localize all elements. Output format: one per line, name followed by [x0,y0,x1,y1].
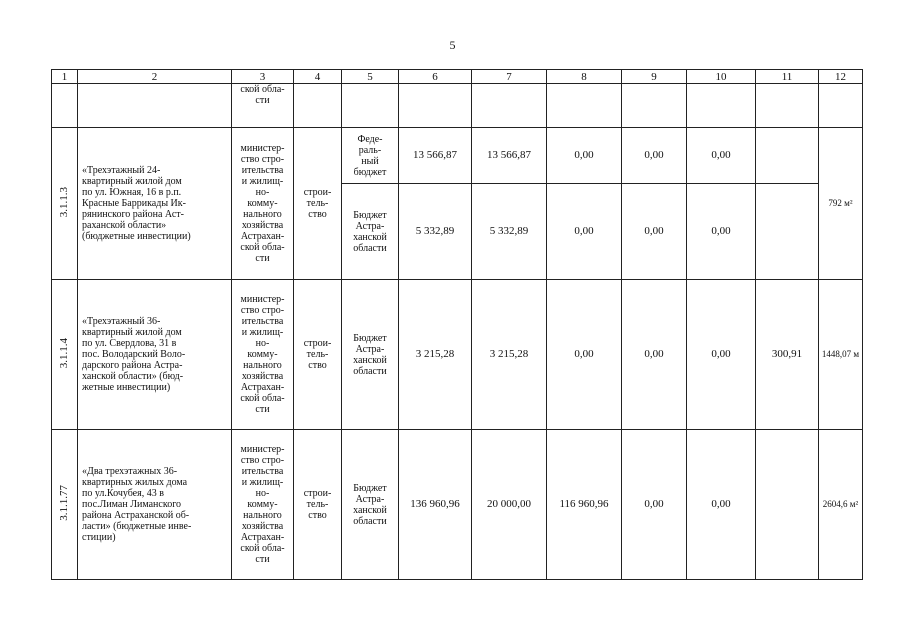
col-header: 11 [756,70,819,84]
object-name: «Два трехэтажных 36- квартирных жилых дома по ул.Кочубея, 43 в пос.Лиман Лиманского района Астраханской об- ласти» (бюджетные инве- стиции) [82,466,192,543]
object-name: «Трехэтажный 24- квартирный жилой дом по ул. Южная, 16 в р.п. Красные Баррикады Ик- рянинского района Аст- раханской области» (бюджетные инвестиции) [82,165,191,242]
col-header: 1 [52,70,78,84]
col-header: 7 [472,70,547,84]
funding-source: Бюджет Астра- ханской области [353,209,387,254]
value-cell: 0,00 [622,128,687,184]
funding-source: Бюджет Астра- ханской области [353,332,387,377]
value-cell: 3 215,28 [472,280,547,430]
value-cell: 0,00 [547,184,622,280]
col-header: 4 [294,70,342,84]
customer-cell: министер- ство стро- ительства и жилищ- но- комму- нального хозяйства Астрахан- ской обла- сти [240,143,285,264]
funding-source: Бюджет Астра- ханской области [353,482,387,527]
work-type: строи- тель- ство [303,338,332,371]
value-cell: 0,00 [547,128,622,184]
value-cell: 0,00 [687,184,756,280]
work-type: строи- тель- ство [303,187,332,220]
object-name: «Трехэтажный 36- квартирный жилой дом по ул. Свердлова, 31 в пос. Володарский Воло- дарского района Астра- ханской области» (бюд- жетные инвестиции) [82,316,186,393]
col-header: 10 [687,70,756,84]
value-cell: 0,00 [622,430,687,580]
col-header: 9 [622,70,687,84]
result-cell: 1448,07 м [819,280,863,430]
value-cell: 20 000,00 [472,430,547,580]
value-cell: 116 960,96 [547,430,622,580]
table-row [52,280,863,430]
result-cell: 792 м² [819,128,863,280]
page-number: 5 [449,38,456,52]
value-cell: 5 332,89 [472,184,547,280]
value-cell: 300,91 [756,280,819,430]
col-header: 3 [232,70,294,84]
value-cell: 0,00 [687,430,756,580]
value-cell: 13 566,87 [399,128,472,184]
value-cell: 0,00 [687,280,756,430]
table-row [52,430,863,580]
customer-cell: ской обла- сти [240,84,285,106]
customer-cell: министер- ство стро- ительства и жилищ- но- комму- нального хозяйства Астрахан- ской обла- сти [240,444,285,565]
row-code: 3.1.1.3 [58,186,70,218]
table-row [52,128,863,184]
budget-table [51,69,863,580]
work-type: строи- тель- ство [303,488,332,521]
value-cell [756,430,819,580]
value-cell [756,184,819,280]
value-cell [756,128,819,184]
col-header: 8 [547,70,622,84]
value-cell: 5 332,89 [399,184,472,280]
row-code: 3.1.1.4 [58,337,70,369]
continuation-row [52,84,863,128]
row-code: 3.1.1.77 [58,485,70,521]
result-cell: 2604,6 м² [819,430,863,580]
col-header: 12 [819,70,863,84]
value-cell: 0,00 [622,184,687,280]
value-cell: 0,00 [687,128,756,184]
value-cell: 13 566,87 [472,128,547,184]
value-cell: 0,00 [547,280,622,430]
value-cell: 136 960,96 [399,430,472,580]
funding-source: Феде- раль- ный бюджет [353,133,387,178]
value-cell: 0,00 [622,280,687,430]
customer-cell: министер- ство стро- ительства и жилищ- но- комму- нального хозяйства Астрахан- ской обла- сти [240,294,285,415]
col-header: 2 [78,70,232,84]
col-header: 6 [399,70,472,84]
col-header: 5 [342,70,399,84]
value-cell: 3 215,28 [399,280,472,430]
header-row [52,70,863,84]
